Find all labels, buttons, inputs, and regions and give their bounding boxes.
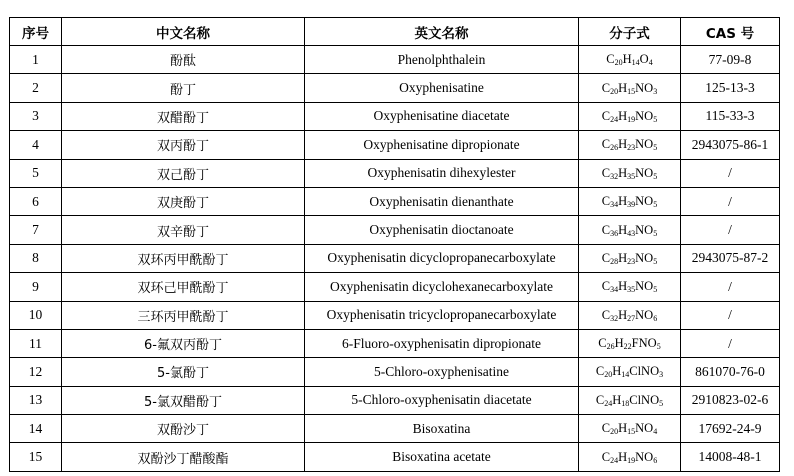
formula-element: H bbox=[618, 108, 628, 123]
cell-chinese-name: 双酚沙丁 bbox=[62, 415, 305, 443]
formula-subscript: 19 bbox=[627, 114, 636, 124]
table-row bbox=[10, 46, 780, 74]
formula-element: FNO bbox=[631, 336, 657, 351]
cell-formula bbox=[579, 244, 681, 272]
cell-index: 6 bbox=[10, 187, 62, 215]
formula-subscript: 20 bbox=[610, 86, 619, 96]
formula-element: ClNO bbox=[629, 364, 660, 379]
formula-subscript: 5 bbox=[653, 228, 658, 238]
cell-cas: 2943075-86-1 bbox=[681, 131, 780, 159]
cell-chinese-name: 双酚沙丁醋酸酯 bbox=[62, 443, 305, 471]
formula-element: C bbox=[601, 165, 611, 180]
table-row bbox=[10, 216, 780, 244]
formula-subscript: 39 bbox=[627, 200, 636, 210]
formula-element: C bbox=[601, 307, 611, 322]
formula-subscript: 43 bbox=[627, 228, 636, 238]
cell-cas: / bbox=[681, 301, 780, 329]
formula-element: H bbox=[618, 80, 628, 95]
cell-chinese-name: 5-氯酚丁 bbox=[62, 358, 305, 386]
header-chinese-name: 中文名称 bbox=[62, 18, 305, 46]
cell-formula bbox=[579, 273, 681, 301]
formula-element: H bbox=[614, 336, 624, 351]
cell-english-name: Oxyphenisatin tricyclopropanecarboxylate bbox=[305, 301, 579, 329]
formula-element: C bbox=[595, 364, 605, 379]
formula-subscript: 23 bbox=[627, 143, 636, 153]
formula-element: C bbox=[601, 108, 611, 123]
header-row bbox=[10, 18, 780, 46]
cell-chinese-name: 酚丁 bbox=[62, 74, 305, 102]
formula-element: NO bbox=[635, 80, 654, 95]
table-row bbox=[10, 102, 780, 130]
cell-english-name: 5-Chloro-oxyphenisatin diacetate bbox=[305, 386, 579, 414]
cell-chinese-name: 6-氟双丙酚丁 bbox=[62, 329, 305, 357]
table-row bbox=[10, 415, 780, 443]
formula-subscript: 18 bbox=[621, 398, 630, 408]
formula-element: NO bbox=[635, 108, 654, 123]
formula-element: C bbox=[601, 222, 611, 237]
cell-index: 7 bbox=[10, 216, 62, 244]
cell-formula bbox=[579, 102, 681, 130]
formula-subscript: 5 bbox=[653, 285, 658, 295]
header-index: 序号 bbox=[10, 18, 62, 46]
cell-formula bbox=[579, 159, 681, 187]
formula-element: H bbox=[618, 194, 628, 209]
formula-subscript: 34 bbox=[610, 285, 619, 295]
cell-english-name: 6-Fluoro-oxyphenisatin dipropionate bbox=[305, 329, 579, 357]
formula-element: H bbox=[612, 364, 622, 379]
formula-subscript: 14 bbox=[631, 58, 640, 68]
formula-subscript: 3 bbox=[653, 86, 658, 96]
table-row bbox=[10, 159, 780, 187]
formula-element: C bbox=[598, 336, 607, 351]
cell-index: 12 bbox=[10, 358, 62, 386]
formula-element: C bbox=[601, 279, 611, 294]
cell-cas: / bbox=[681, 329, 780, 357]
formula-subscript: 5 bbox=[653, 256, 658, 266]
cell-chinese-name: 双庚酚丁 bbox=[62, 187, 305, 215]
cell-formula bbox=[579, 46, 681, 74]
table-row bbox=[10, 443, 780, 471]
formula-element: NO bbox=[635, 421, 654, 436]
formula-element: NO bbox=[635, 250, 654, 265]
cell-english-name: Oxyphenisatine bbox=[305, 74, 579, 102]
cell-english-name: Phenolphthalein bbox=[305, 46, 579, 74]
formula-subscript: 26 bbox=[606, 342, 615, 352]
formula-element: ClNO bbox=[629, 392, 660, 407]
formula-element: H bbox=[618, 222, 628, 237]
table-row bbox=[10, 74, 780, 102]
cell-cas: 115-33-3 bbox=[681, 102, 780, 130]
cell-cas: 861070-76-0 bbox=[681, 358, 780, 386]
formula-subscript: 22 bbox=[623, 342, 632, 352]
cell-formula bbox=[579, 415, 681, 443]
formula-subscript: 5 bbox=[656, 342, 661, 352]
cell-index: 1 bbox=[10, 46, 62, 74]
cell-english-name: Oxyphenisatin dioctanoate bbox=[305, 216, 579, 244]
formula-element: C bbox=[601, 194, 611, 209]
header-cas: CAS 号 bbox=[681, 18, 780, 46]
formula-subscript: 3 bbox=[659, 370, 664, 380]
cell-formula bbox=[579, 216, 681, 244]
cell-index: 3 bbox=[10, 102, 62, 130]
formula-subscript: 4 bbox=[648, 58, 653, 68]
table-row bbox=[10, 358, 780, 386]
cell-formula bbox=[579, 74, 681, 102]
formula-element: H bbox=[618, 279, 628, 294]
formula-subscript: 35 bbox=[627, 171, 636, 181]
formula-element: NO bbox=[635, 165, 654, 180]
formula-subscript: 32 bbox=[610, 313, 619, 323]
formula-subscript: 5 bbox=[653, 200, 658, 210]
cell-index: 13 bbox=[10, 386, 62, 414]
formula-element: H bbox=[618, 307, 628, 322]
cell-formula bbox=[579, 329, 681, 357]
formula-element: H bbox=[612, 392, 622, 407]
formula-subscript: 20 bbox=[610, 427, 619, 437]
cell-cas: / bbox=[681, 216, 780, 244]
formula-subscript: 5 bbox=[653, 171, 658, 181]
cell-cas: 2943075-87-2 bbox=[681, 244, 780, 272]
formula-subscript: 32 bbox=[610, 171, 619, 181]
table-row bbox=[10, 187, 780, 215]
cell-english-name: Bisoxatina acetate bbox=[305, 443, 579, 471]
cell-chinese-name: 双环己甲酰酚丁 bbox=[62, 273, 305, 301]
cell-chinese-name: 三环丙甲酰酚丁 bbox=[62, 301, 305, 329]
cell-cas: / bbox=[681, 273, 780, 301]
cell-cas: 2910823-02-6 bbox=[681, 386, 780, 414]
formula-element: O bbox=[639, 52, 649, 67]
formula-element: C bbox=[601, 449, 611, 464]
cell-formula bbox=[579, 301, 681, 329]
cell-index: 2 bbox=[10, 74, 62, 102]
cell-chinese-name: 5-氯双醋酚丁 bbox=[62, 386, 305, 414]
cell-chinese-name: 双辛酚丁 bbox=[62, 216, 305, 244]
cell-index: 8 bbox=[10, 244, 62, 272]
formula-subscript: 34 bbox=[610, 200, 619, 210]
cell-index: 11 bbox=[10, 329, 62, 357]
cell-index: 5 bbox=[10, 159, 62, 187]
cell-english-name: Oxyphenisatin dicyclopropanecarboxylate bbox=[305, 244, 579, 272]
cell-cas: 77-09-8 bbox=[681, 46, 780, 74]
formula-subscript: 14 bbox=[621, 370, 630, 380]
cell-index: 10 bbox=[10, 301, 62, 329]
table-row bbox=[10, 244, 780, 272]
table-row bbox=[10, 273, 780, 301]
cell-formula bbox=[579, 131, 681, 159]
cell-chinese-name: 双环丙甲酰酚丁 bbox=[62, 244, 305, 272]
formula-subscript: 24 bbox=[610, 114, 619, 124]
cell-chinese-name: 酚酞 bbox=[62, 46, 305, 74]
formula-subscript: 4 bbox=[653, 427, 658, 437]
cell-index: 14 bbox=[10, 415, 62, 443]
formula-element: H bbox=[618, 250, 628, 265]
formula-element: C bbox=[606, 52, 615, 67]
formula-element: NO bbox=[635, 449, 654, 464]
table-body bbox=[10, 46, 780, 472]
cell-english-name: Oxyphenisatine dipropionate bbox=[305, 131, 579, 159]
formula-element: NO bbox=[635, 307, 654, 322]
cell-english-name: Oxyphenisatin dihexylester bbox=[305, 159, 579, 187]
formula-subscript: 35 bbox=[627, 285, 636, 295]
formula-element: C bbox=[601, 250, 611, 265]
formula-subscript: 20 bbox=[614, 58, 623, 68]
formula-element: NO bbox=[635, 279, 654, 294]
cell-chinese-name: 双丙酚丁 bbox=[62, 131, 305, 159]
cell-chinese-name: 双己酚丁 bbox=[62, 159, 305, 187]
cell-english-name: Oxyphenisatin dicyclohexanecarboxylate bbox=[305, 273, 579, 301]
formula-subscript: 19 bbox=[627, 455, 636, 465]
cell-formula bbox=[579, 443, 681, 471]
formula-element: H bbox=[618, 449, 628, 464]
formula-element: H bbox=[618, 137, 628, 152]
formula-element: C bbox=[601, 137, 611, 152]
table-header bbox=[10, 18, 780, 46]
table-row bbox=[10, 329, 780, 357]
formula-subscript: 20 bbox=[604, 370, 613, 380]
formula-subscript: 23 bbox=[627, 256, 636, 266]
cell-cas: 17692-24-9 bbox=[681, 415, 780, 443]
formula-subscript: 27 bbox=[627, 313, 636, 323]
table-row bbox=[10, 131, 780, 159]
formula-subscript: 24 bbox=[610, 455, 619, 465]
formula-element: C bbox=[601, 421, 611, 436]
cell-cas: / bbox=[681, 187, 780, 215]
compound-table bbox=[9, 17, 780, 472]
cell-english-name: 5-Chloro-oxyphenisatine bbox=[305, 358, 579, 386]
formula-element: C bbox=[601, 80, 611, 95]
formula-element: H bbox=[618, 421, 628, 436]
formula-subscript: 26 bbox=[610, 143, 619, 153]
header-formula: 分子式 bbox=[579, 18, 681, 46]
cell-index: 15 bbox=[10, 443, 62, 471]
formula-subscript: 6 bbox=[653, 455, 658, 465]
formula-subscript: 5 bbox=[653, 143, 658, 153]
formula-subscript: 24 bbox=[604, 398, 613, 408]
cell-cas: / bbox=[681, 159, 780, 187]
formula-element: H bbox=[618, 165, 628, 180]
formula-element: NO bbox=[635, 194, 654, 209]
cell-cas: 125-13-3 bbox=[681, 74, 780, 102]
formula-subscript: 36 bbox=[610, 228, 619, 238]
formula-subscript: 15 bbox=[627, 86, 636, 96]
formula-element: NO bbox=[635, 137, 654, 152]
formula-element: NO bbox=[635, 222, 654, 237]
table-row bbox=[10, 386, 780, 414]
formula-subscript: 5 bbox=[653, 114, 658, 124]
cell-formula bbox=[579, 187, 681, 215]
formula-subscript: 28 bbox=[610, 256, 619, 266]
cell-index: 9 bbox=[10, 273, 62, 301]
header-english-name: 英文名称 bbox=[305, 18, 579, 46]
formula-subscript: 15 bbox=[627, 427, 636, 437]
table-row bbox=[10, 301, 780, 329]
cell-english-name: Oxyphenisatine diacetate bbox=[305, 102, 579, 130]
cell-cas: 14008-48-1 bbox=[681, 443, 780, 471]
formula-subscript: 5 bbox=[659, 398, 664, 408]
formula-subscript: 6 bbox=[653, 313, 658, 323]
cell-english-name: Bisoxatina bbox=[305, 415, 579, 443]
formula-element: C bbox=[595, 392, 605, 407]
cell-formula bbox=[579, 358, 681, 386]
cell-index: 4 bbox=[10, 131, 62, 159]
cell-english-name: Oxyphenisatin dienanthate bbox=[305, 187, 579, 215]
formula-element: H bbox=[622, 52, 632, 67]
cell-formula bbox=[579, 386, 681, 414]
cell-chinese-name: 双醋酚丁 bbox=[62, 102, 305, 130]
